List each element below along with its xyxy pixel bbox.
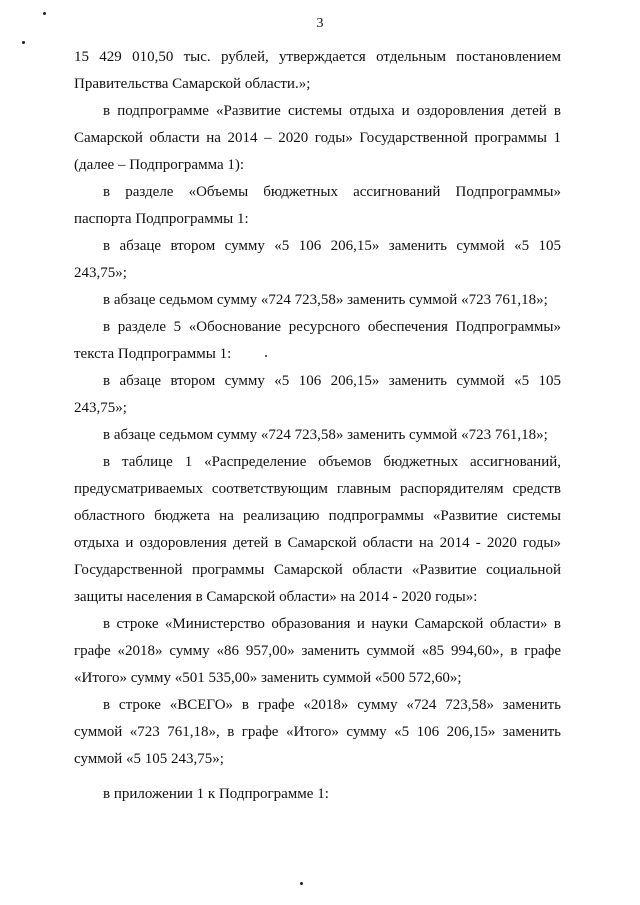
paragraph: в разделе «Объемы бюджетных ассигнований Подпрограммы» паспорта Подпрограммы 1:	[74, 184, 561, 227]
paragraph: в абзаце седьмом сумму «724 723,58» заменить суммой «723 761,18»;	[103, 427, 548, 443]
scan-mark-bottom	[300, 882, 303, 885]
scan-mark-left	[22, 41, 25, 44]
document-body	[74, 44, 561, 808]
paragraph: в таблице 1 «Распределение объемов бюджетных ассигнований, предусматриваемых соответствующим главным распорядителям средств областного бюджета на реализацию подпрограммы «Развитие системы отдыха и оздоровления детей в Самарской области на 2014 - 2020 годы» Государственной программы Самарской области «Развитие социальной защиты населения в Самарской области» на 2014 - 2020 годы»:	[74, 454, 561, 605]
paragraph: в приложении 1 к Подпрограмме 1:	[103, 786, 329, 802]
paragraph: в разделе 5 «Обоснование ресурсного обеспечения Подпрограммы» текста Подпрограммы 1:	[74, 319, 561, 362]
paragraph: в подпрограмме «Развитие системы отдыха и оздоровления детей в Самарской области на 2014 – 2020 годы» Государственной программы 1 (далее – Подпрограмма 1):	[74, 103, 561, 173]
scan-mark-top-left	[43, 12, 46, 15]
paragraph: 15 429 010,50 тыс. рублей, утверждается отдельным постановлением Правительства Самарской области.»;	[74, 49, 561, 92]
paragraph: в строке «Министерство образования и науки Самарской области» в графе «2018» сумму «86 957,00» заменить суммой «85 994,60», в графе «Итого» сумму «501 535,00» заменить суммой «500 572,60»;	[74, 616, 561, 686]
paragraph: в строке «ВСЕГО» в графе «2018» сумму «724 723,58» заменить суммой «723 761,18», в графе «Итого» сумму «5 106 206,15» заменить суммой «5 105 243,75»;	[74, 697, 561, 767]
paragraph: в абзаце седьмом сумму «724 723,58» заменить суммой «723 761,18»;	[103, 292, 548, 308]
page-number: 3	[316, 16, 324, 31]
paragraph: в абзаце втором сумму «5 106 206,15» заменить суммой «5 105 243,75»;	[74, 373, 561, 416]
paragraph: в абзаце втором сумму «5 106 206,15» заменить суммой «5 105 243,75»;	[74, 238, 561, 281]
